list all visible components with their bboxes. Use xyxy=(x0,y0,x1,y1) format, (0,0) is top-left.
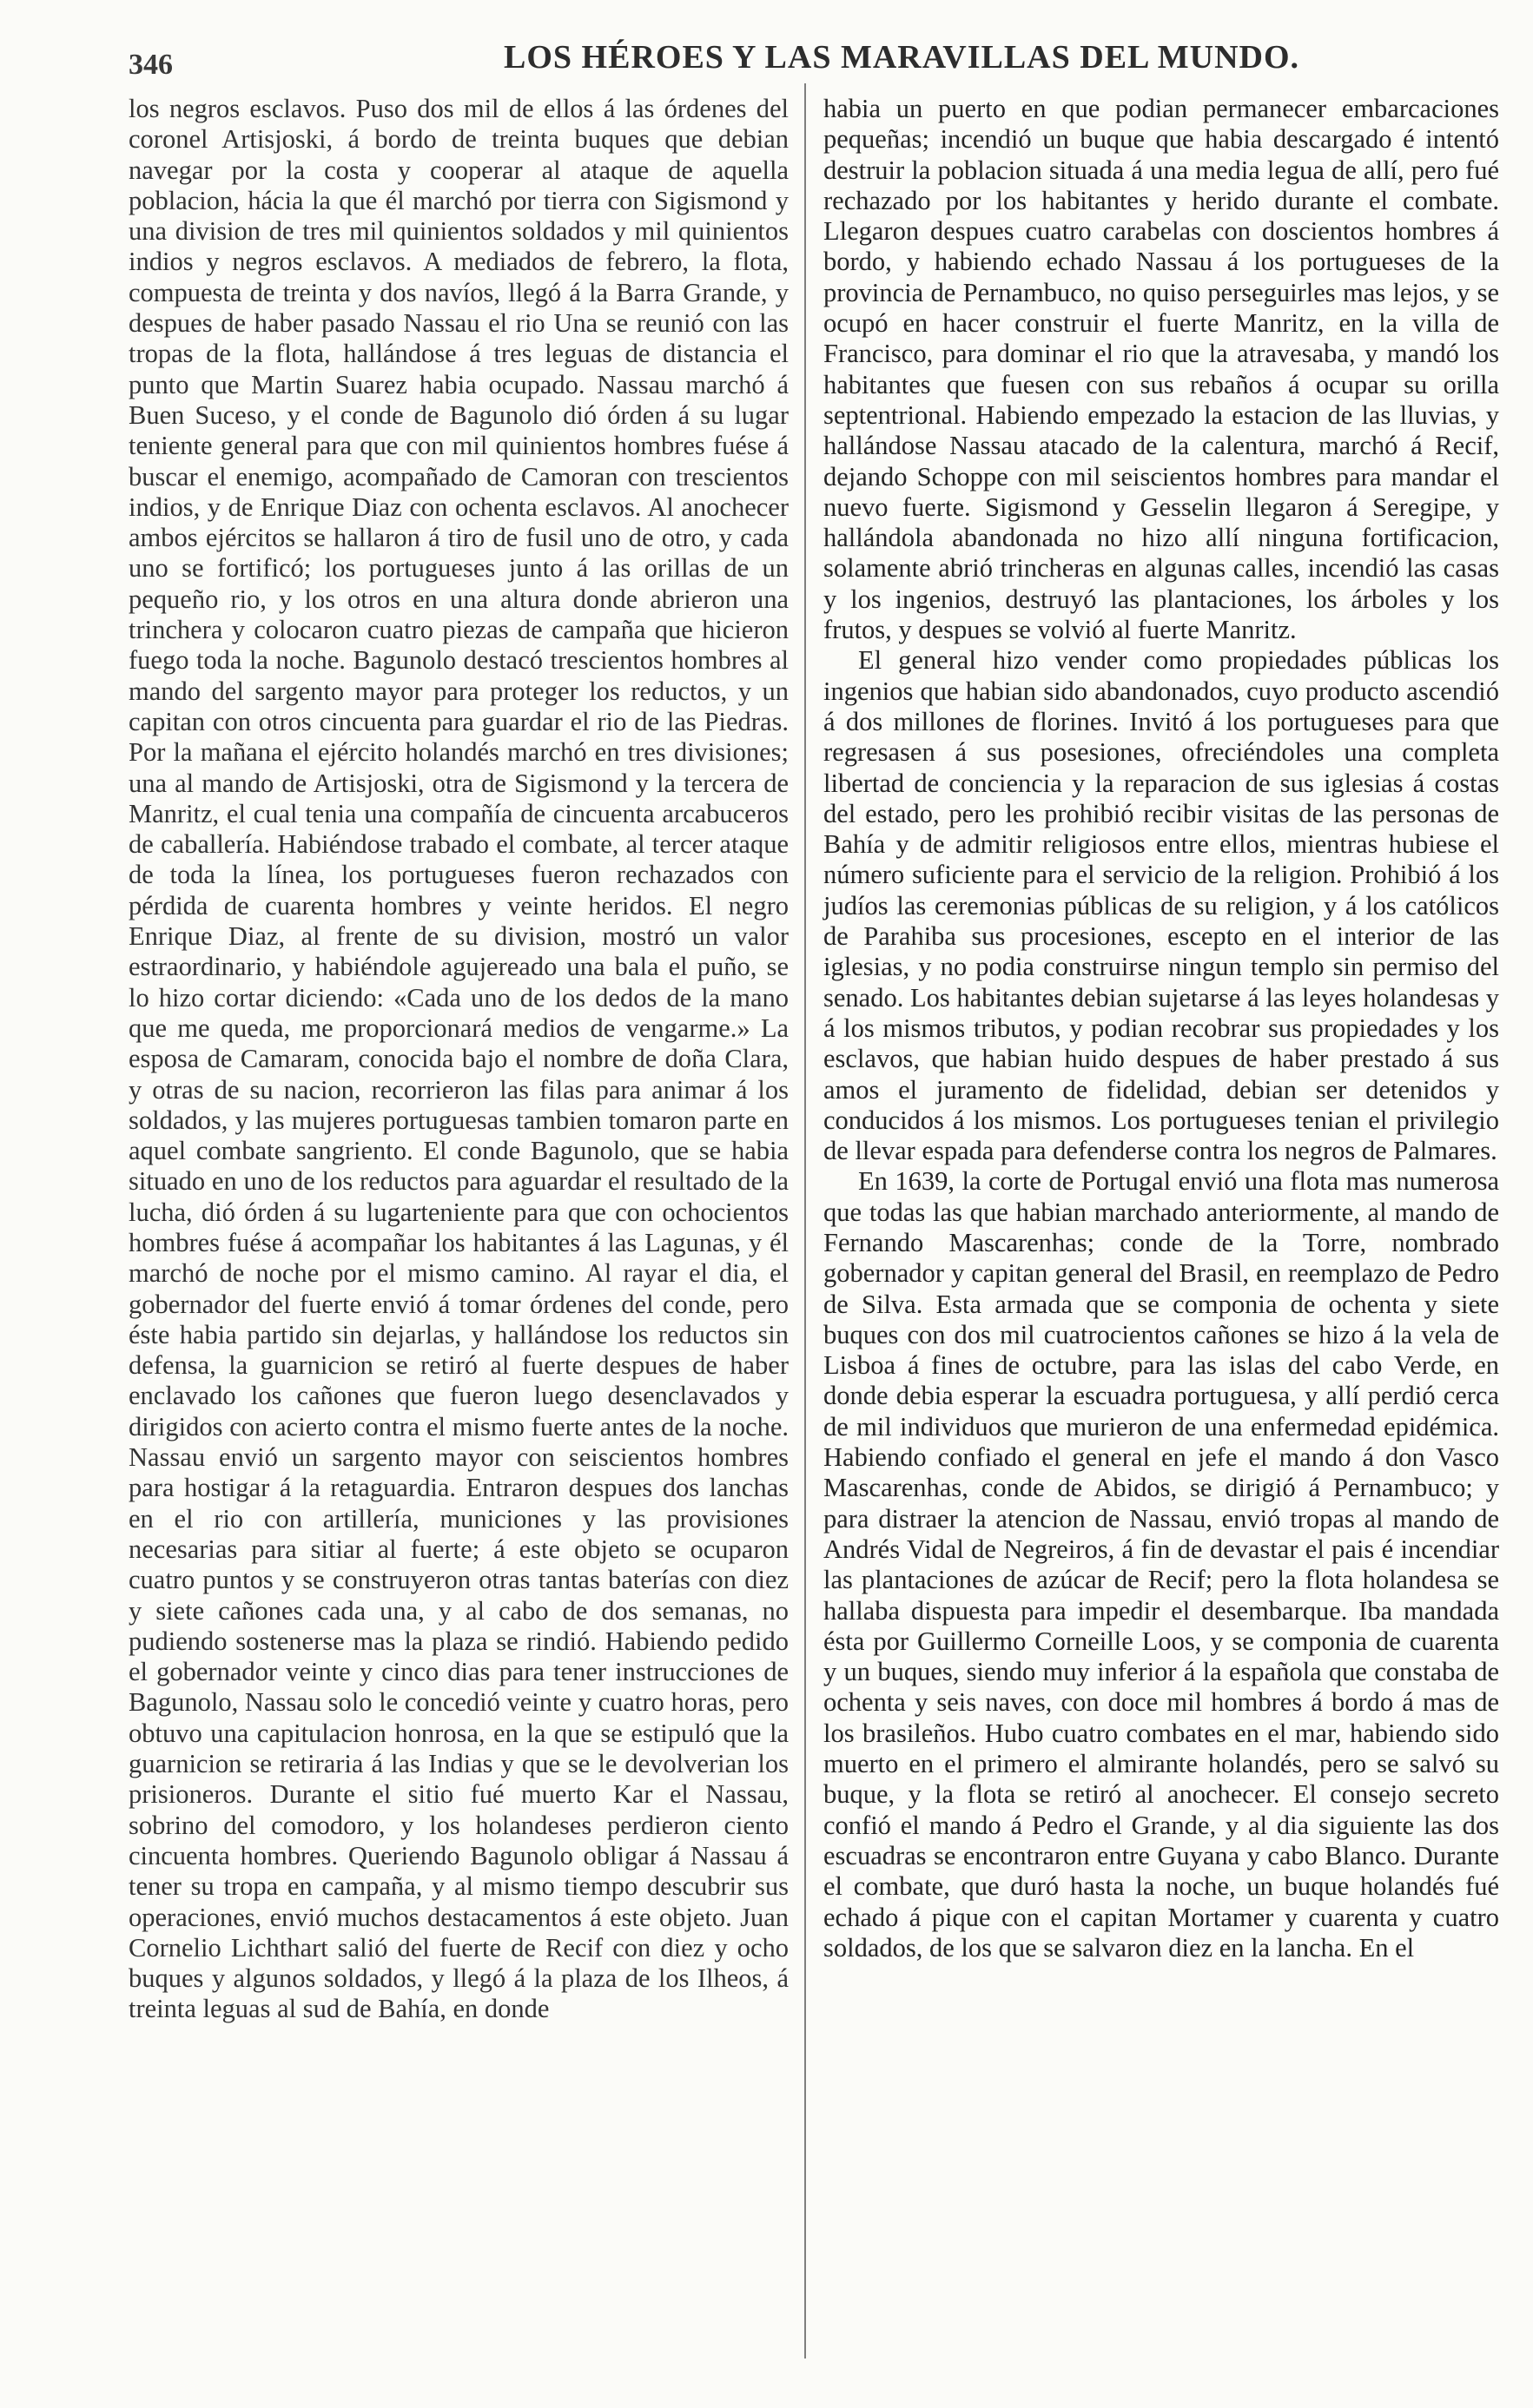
right-paragraph-3: En 1639, la corte de Portugal envió una flota mas numerosa que todas las que habian marchado anteriormente, al mando de Fernando Mascarenhas; conde de la Torre, nombrado gobernador y capitan general del Brasil, en reemplazo de Pedro de Silva. Esta armada que se componia de ochenta y siete buques con dos mil cuatrocientos cañones se hizo á la vela de Lisboa á fines de octubre, para las islas del cabo Verde, en donde debia esperar la escuadra portuguesa, y allí perdió cerca de mil individuos que murieron de una enfermedad epidémica. Habiendo confiado el general en jefe el mando á don Vasco Mascarenhas, conde de Abidos, se dirigió á Pernambuco; y para distraer la atencion de Nassau, envió tropas al mando de Andrés Vidal de Negreiros, á fin de devastar el pais é incendiar las plantaciones de azúcar de Recif; pero la flota holandesa se hallaba dispuesta para impedir el desembarque. Iba mandada ésta por Guillermo Corneille Loos, y se componia de cuarenta y un buques, siendo muy inferior á la española que constaba de ochenta y seis naves, con doce mil hombres á bordo á mas de los brasileños. Hubo cuatro combates en el mar, habiendo sido muerto en el primero el almirante holandés, pero se salvó su buque, y la flota se retiró al anochecer. El consejo secreto confió el mando á Pedro el Grande, y al dia siguiente las dos escuadras se encontraron entre Guyana y cabo Blanco. Durante el combate, que duró hasta la noche, un buque holandés fué echado á pique con el capitan Mortamer y cuarenta y cuatro soldados, de los que se salvaron diez en la lancha. En el xyxy=(823,1166,1499,1963)
left-column xyxy=(129,94,789,2025)
right-paragraph-2: El general hizo vender como propiedades públicas los ingenios que habian sido abandonados, cuyo producto ascendió á dos millones de florines. Invitó á los portugueses para que regresasen á sus posesiones, ofreciéndoles una completa libertad de conciencia y la reparacion de sus iglesias á costas del estado, pero les prohibió recibir visitas de las personas de Bahía y de admitir religiosos entre ellos, mientras hubiese el número suficiente para el servicio de la religion. Prohibió á los judíos las ceremonias públicas de su religion, y á los católicos de Parahiba sus procesiones, escepto en el interior de las iglesias, y no podia construirse ningun templo sin permiso del senado. Los habitantes debian sujetarse á las leyes holandesas y á los mismos tributos, y podian recobrar sus propiedades y los esclavos, que habian huido despues de haber prestado á sus amos el juramento de fidelidad, debian ser detenidos y conducidos á los mismos. Los portugueses tenian el privilegio de llevar espada para defenderse contra los negros de Palmares. xyxy=(823,645,1499,1166)
page-number: 346 xyxy=(129,49,173,81)
running-title: LOS HÉROES Y LAS MARAVILLAS DEL MUNDO. xyxy=(504,39,1300,76)
column-divider xyxy=(804,83,806,2359)
right-column xyxy=(823,94,1499,1963)
left-paragraph-1: los negros esclavos. Puso dos mil de ellos á las órdenes del coronel Artisjoski, á bordo de treinta buques que debian navegar por la costa y cooperar al ataque de aquella poblacion, hácia la que él marchó por tierra con Sigismond y una division de tres mil quinientos soldados y mil quinientos indios y negros esclavos. A mediados de febrero, la flota, compuesta de treinta y dos navíos, llegó á la Barra Grande, y despues de haber pasado Nassau el rio Una se reunió con las tropas de la flota, hallándose á tres leguas de distancia el punto que Martin Suarez habia ocupado. Nassau marchó á Buen Suceso, y el conde de Bagunolo dió órden á su lugar teniente general para que con mil quinientos hombres fuése á buscar el enemigo, acompañado de Camoran con trescientos indios, y de Enrique Diaz con ochenta esclavos. Al anochecer ambos ejércitos se hallaron á tiro de fusil uno de otro, y cada uno se fortificó; los portugueses junto á las orillas de un pequeño rio, y los otros en una altura donde abrieron una trinchera y colocaron cuatro piezas de campaña que hicieron fuego toda la noche. Bagunolo destacó trescientos hombres al mando del sargento mayor para proteger los reductos, y un capitan con otros cincuenta para guardar el rio de las Piedras. Por la mañana el ejército holandés marchó en tres divisiones; una al mando de Artisjoski, otra de Sigismond y la tercera de Manritz, el cual tenia una compañía de cincuenta arcabuceros de caballería. Habiéndose trabado el combate, al tercer ataque de toda la línea, los portugueses fueron rechazados con pérdida de cuarenta hombres y veinte heridos. El negro Enrique Diaz, al frente de su division, mostró un valor estraordinario, y habiéndole agujereado una bala el puño, se lo hizo cortar diciendo: «Cada uno de los dedos de la mano que me queda, me proporcionará medios de vengarme.» La esposa de Camaram, conocida bajo el nombre de doña Clara, y otras de su nacion, recorrieron las filas para animar á los soldados, y las mujeres portuguesas tambien tomaron parte en aquel combate sangriento. El conde Bagunolo, que se habia situado en uno de los reductos para aguardar el resultado de la lucha, dió órden á su lugarteniente para que con ochocientos hombres fuése á acompañar los habitantes á las Lagunas, y él marchó de noche por el mismo camino. Al rayar el dia, el gobernador del fuerte envió á tomar órdenes del conde, pero éste habia partido sin dejarlas, y hallándose los reductos sin defensa, la guarnicion se retiró al fuerte despues de haber enclavado los cañones que fueron luego desenclavados y dirigidos con acierto contra el mismo fuerte antes de la noche. Nassau envió un sargento mayor con seiscientos hombres para hostigar á la retaguardia. Entraron despues dos lanchas en el rio con artillería, municiones y las provisiones necesarias para sitiar al fuerte; á este objeto se ocuparon cuatro puntos y se construyeron otras tantas baterías con diez y siete cañones cada una, y al cabo de dos semanas, no pudiendo sostenerse mas la plaza se rindió. Habiendo pedido el gobernador veinte y cinco dias para tener instrucciones de Bagunolo, Nassau solo le concedió veinte y cuatro horas, pero obtuvo una capitulacion honrosa, en la que se estipuló que la guarnicion se retiraria á las Indias y que se le devolverian los prisioneros. Durante el sitio fué muerto Kar el Nassau, sobrino del comodoro, y los holandeses perdieron ciento cincuenta hombres. Queriendo Bagunolo obligar á Nassau á tener su tropa en campaña, y al mismo tiempo descubrir sus operaciones, envió muchos destacamentos á este objeto. Juan Cornelio Lichthart salió del fuerte de Recif con diez y ocho buques y algunos soldados, y llegó á la plaza de los Ilheos, á treinta leguas al sud de Bahía, en donde xyxy=(129,94,789,2024)
right-paragraph-1: habia un puerto en que podian permanecer embarcaciones pequeñas; incendió un buque que habia descargado é intentó destruir la poblacion situada á una media legua de allí, pero fué rechazado por los habitantes y herido durante el combate. Llegaron despues cuatro carabelas con doscientos hombres á bordo, y habiendo echado Nassau á los portugueses de la provincia de Pernambuco, no quiso perseguirles mas lejos, y se ocupó en hacer construir el fuerte Manritz, en la villa de Francisco, para dominar el rio que la atravesaba, y mandó los habitantes que fuesen con sus rebaños á ocupar su orilla septentrional. Habiendo empezado la estacion de las lluvias, y hallándose Nassau atacado de la calentura, marchó á Recif, dejando Schoppe con mil seiscientos hombres para mandar el nuevo fuerte. Sigismond y Gesselin llegaron á Seregipe, y hallándola abandonada no hizo allí ninguna fortificacion, solamente abrió trincheras en algunas calles, incendió las casas y los ingenios, destruyó las plantaciones, los árboles y los frutos, y despues se volvió al fuerte Manritz. xyxy=(823,94,1499,645)
